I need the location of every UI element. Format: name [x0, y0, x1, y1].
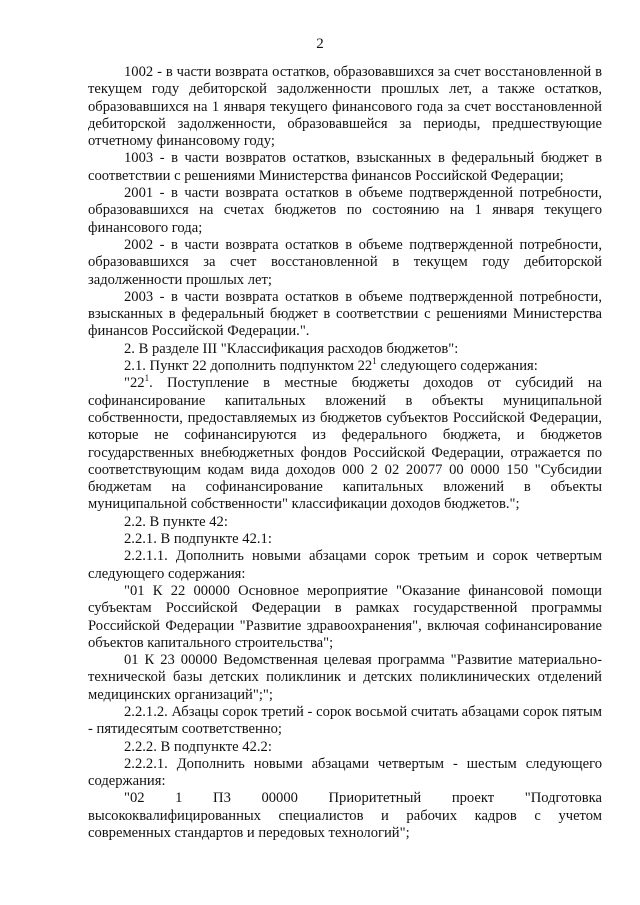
paragraph-22-1-superscript: 1 [144, 373, 150, 384]
paragraph-2-2: 2.2. В пункте 42: [124, 513, 228, 530]
paragraph-code-02-1-p3: "02 1 П3 00000 Приоритетный проект "Подготовка высококвалифицированных специалистов и рабочих кадров с учетом современных стандартов и передовых технологий"; [88, 790, 602, 842]
paragraph-2-2-2-1: 2.2.2.1. Дополнить новыми абзацами четвертым - шестым следующего содержания: [88, 755, 602, 790]
paragraph-22-1 [88, 375, 602, 513]
paragraph-code-2002: 2002 - в части возврата остатков в объеме подтвержденной потребности, образовавшихся за счет восстановленной в текущем году дебиторской задолженности прошлых лет; [88, 236, 602, 288]
paragraph-2-1-text: 2.1. Пункт 22 дополнить подпунктом 22 [124, 358, 373, 375]
paragraph-2-2-1-2: 2.2.1.2. Абзацы сорок третий - сорок восьмой считать абзацами сорок пятым - пятидесятым соответственно; [88, 703, 602, 738]
page-number: 2 [316, 36, 324, 52]
paragraph-2-2-1: 2.2.1. В подпункте 42.1: [124, 531, 272, 548]
paragraph-22-1-tail: . Поступление в местные бюджеты доходов от субсидий на софинансирование капитальных вложений в объекты муниципальной собственности, предоставляемых из бюджетов субъектов Российской Федерации, которые не софинансируются из федерального бюджета, и бюджетов государственных внебюджетных фондов Российской Федерации, отражается по соответствующим кодам вида доходов 000 2 02 20077 00 0000 150 "Субсидии бюджетам на софинансирование капитальных вложений в объекты муниципальной собственности" классификации доходов бюджетов."; [88, 375, 602, 513]
paragraph-2-2-2: 2.2.2. В подпункте 42.2: [124, 738, 272, 755]
paragraph-code-2001: 2001 - в части возврата остатков в объеме подтвержденной потребности, образовавшихся на счетах бюджетов по состоянию на 1 января текущего финансового года; [88, 185, 602, 236]
paragraph-code-2003: 2003 - в части возврата остатков в объеме подтвержденной потребности, взысканных в федеральный бюджет в соответствии с решениями Министерства финансов Российской Федерации.". [88, 288, 602, 340]
paragraph-code-1003: 1003 - в части возвратов остатков, взысканных в федеральный бюджет в соответствии с решениями Министерства финансов Российской Федерации; [88, 150, 602, 184]
paragraph-2-1 [88, 358, 602, 375]
paragraph-code-1002: 1002 - в части возврата остатков, образовавшихся за счет восстановленной в текущем году дебиторской задолженности прошлых лет, а также остатков, образовавшихся на 1 января текущего финансового года за счет восстановленной дебиторской задолженности, образовавшейся за периоды, предшествующие отчетному финансовому году; [88, 64, 602, 150]
paragraph-2-1-tail: следующего содержания: [376, 358, 538, 375]
paragraph-2-2-1-1: 2.2.1.1. Дополнить новыми абзацами сорок третьим и сорок четвертым следующего содержания: [88, 548, 602, 582]
paragraph-code-01-k23: 01 К 23 00000 Ведомственная целевая программа "Развитие материально-технической базы детских поликлиник и детских поликлинических отделений медицинских организаций";"; [88, 652, 602, 703]
paragraph-22-1-text: "22 [124, 375, 145, 392]
document-body [88, 64, 602, 842]
paragraph-2-1-superscript: 1 [372, 356, 377, 367]
paragraph-code-01-k22: "01 К 22 00000 Основное мероприятие "Оказание финансовой помощи субъектам Российской Федерации в рамках государственной программы Российской Федерации "Развитие здравоохранения", включая софинансирование объектов капитального строительства"; [88, 582, 602, 651]
paragraph-section-2: 2. В разделе III "Классификация расходов бюджетов": [124, 340, 459, 357]
